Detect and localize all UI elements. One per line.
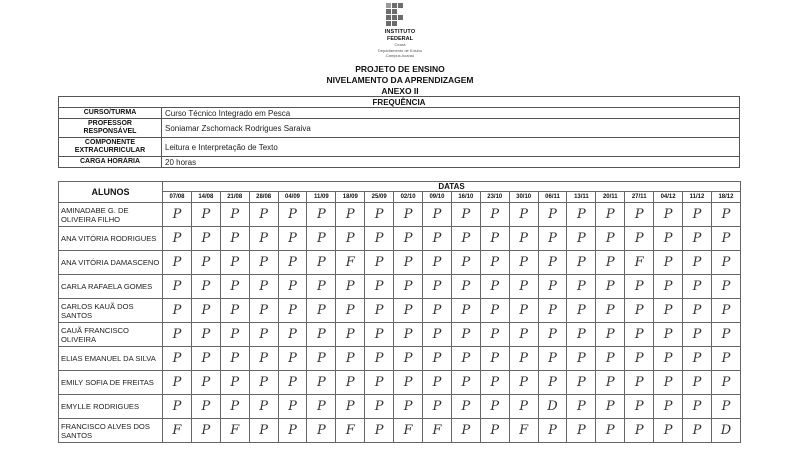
- attendance-mark: P: [365, 275, 394, 299]
- student-row: [59, 395, 741, 419]
- attendance-mark: P: [711, 347, 740, 371]
- student-name: FRANCISCO ALVES DOS SANTOS: [59, 419, 163, 443]
- student-row: [59, 371, 741, 395]
- attendance-mark: P: [278, 299, 307, 323]
- institution-name-line2: FEDERAL: [387, 36, 413, 42]
- attendance-mark: P: [538, 203, 567, 227]
- attendance-mark: D: [538, 395, 567, 419]
- student-name: ANA VITÓRIA DAMASCENO: [59, 251, 163, 275]
- date-header: 13/11: [567, 192, 596, 203]
- attendance-mark: P: [567, 275, 596, 299]
- attendance-mark: P: [365, 419, 394, 443]
- attendance-mark: P: [249, 395, 278, 419]
- attendance-mark: P: [191, 227, 220, 251]
- attendance-mark: P: [711, 275, 740, 299]
- attendance-mark: P: [336, 395, 365, 419]
- attendance-mark: P: [307, 203, 336, 227]
- attendance-mark: P: [654, 395, 683, 419]
- attendance-mark: P: [711, 251, 740, 275]
- attendance-mark: F: [163, 419, 192, 443]
- attendance-mark: P: [365, 371, 394, 395]
- attendance-mark: P: [654, 251, 683, 275]
- attendance-mark: P: [220, 251, 249, 275]
- date-header: 04/09: [278, 192, 307, 203]
- date-header: 11/12: [683, 192, 712, 203]
- student-name: AMINADABE G. DE OLIVEIRA FILHO: [59, 203, 163, 227]
- attendance-mark: F: [509, 419, 538, 443]
- attendance-mark: P: [451, 251, 480, 275]
- attendance-mark: F: [336, 251, 365, 275]
- attendance-mark: P: [307, 251, 336, 275]
- attendance-mark: P: [191, 395, 220, 419]
- attendance-mark: F: [220, 419, 249, 443]
- date-header: 30/10: [509, 192, 538, 203]
- attendance-mark: P: [278, 227, 307, 251]
- attendance-mark: P: [394, 323, 423, 347]
- attendance-mark: P: [394, 275, 423, 299]
- attendance-mark: P: [365, 251, 394, 275]
- attendance-mark: P: [480, 299, 509, 323]
- attendance-mark: P: [423, 203, 452, 227]
- attendance-mark: P: [163, 251, 192, 275]
- attendance-mark: P: [394, 227, 423, 251]
- attendance-mark: P: [711, 203, 740, 227]
- attendance-mark: P: [191, 371, 220, 395]
- institution-logo: [386, 3, 410, 29]
- attendance-mark: P: [480, 347, 509, 371]
- attendance-mark: P: [567, 323, 596, 347]
- curso-label: CURSO/TURMA: [59, 108, 162, 119]
- institution-name-line1: INSTITUTO: [384, 29, 416, 35]
- attendance-mark: P: [220, 347, 249, 371]
- attendance-mark: P: [509, 227, 538, 251]
- dates-header: DATAS: [163, 182, 741, 192]
- attendance-mark: P: [220, 203, 249, 227]
- attendance-mark: P: [191, 275, 220, 299]
- attendance-mark: P: [394, 203, 423, 227]
- date-header: 14/08: [191, 192, 220, 203]
- attendance-mark: P: [451, 323, 480, 347]
- attendance-mark: P: [451, 419, 480, 443]
- attendance-mark: P: [654, 203, 683, 227]
- attendance-mark: P: [307, 323, 336, 347]
- attendance-mark: P: [683, 395, 712, 419]
- doc-title-line3: ANEXO II: [381, 86, 419, 96]
- attendance-mark: P: [278, 323, 307, 347]
- attendance-mark: P: [538, 275, 567, 299]
- attendance-mark: P: [683, 371, 712, 395]
- attendance-mark: P: [249, 203, 278, 227]
- attendance-mark: P: [683, 251, 712, 275]
- doc-title-line2: NIVELAMENTO DA APRENDIZAGEM: [326, 75, 474, 85]
- date-header: 07/08: [163, 192, 192, 203]
- attendance-mark: P: [596, 203, 625, 227]
- attendance-mark: P: [538, 347, 567, 371]
- date-header: 04/12: [654, 192, 683, 203]
- attendance-mark: P: [163, 395, 192, 419]
- attendance-mark: P: [683, 275, 712, 299]
- attendance-mark: P: [509, 347, 538, 371]
- attendance-mark: P: [567, 299, 596, 323]
- attendance-mark: P: [538, 251, 567, 275]
- attendance-mark: P: [307, 347, 336, 371]
- attendance-mark: P: [191, 251, 220, 275]
- attendance-mark: P: [567, 395, 596, 419]
- attendance-mark: P: [596, 371, 625, 395]
- carga-label: CARGA HORÁRIA: [59, 157, 162, 168]
- attendance-mark: P: [307, 395, 336, 419]
- institution-department: Departamento de Ensino: [377, 48, 423, 53]
- attendance-mark: P: [654, 347, 683, 371]
- attendance-mark: P: [625, 347, 654, 371]
- attendance-mark: P: [654, 299, 683, 323]
- attendance-mark: P: [278, 275, 307, 299]
- attendance-mark: P: [307, 371, 336, 395]
- attendance-mark: P: [683, 347, 712, 371]
- attendance-mark: P: [249, 347, 278, 371]
- attendance-mark: P: [480, 227, 509, 251]
- attendance-mark: P: [249, 251, 278, 275]
- attendance-mark: P: [220, 395, 249, 419]
- attendance-mark: P: [451, 347, 480, 371]
- student-name: CARLA RAFAELA GOMES: [59, 275, 163, 299]
- attendance-mark: P: [654, 275, 683, 299]
- attendance-mark: P: [191, 347, 220, 371]
- attendance-mark: P: [509, 395, 538, 419]
- attendance-mark: P: [480, 203, 509, 227]
- attendance-mark: P: [278, 347, 307, 371]
- attendance-mark: P: [480, 371, 509, 395]
- attendance-mark: P: [596, 251, 625, 275]
- attendance-mark: P: [654, 227, 683, 251]
- attendance-mark: P: [220, 275, 249, 299]
- attendance-mark: P: [163, 299, 192, 323]
- attendance-mark: P: [451, 227, 480, 251]
- attendance-mark: P: [567, 419, 596, 443]
- attendance-mark: P: [394, 299, 423, 323]
- attendance-mark: P: [538, 227, 567, 251]
- attendance-mark: P: [480, 395, 509, 419]
- attendance-mark: P: [567, 371, 596, 395]
- attendance-mark: P: [596, 395, 625, 419]
- attendance-mark: P: [365, 227, 394, 251]
- date-header: 18/09: [336, 192, 365, 203]
- attendance-mark: P: [365, 299, 394, 323]
- attendance-mark: P: [278, 251, 307, 275]
- date-header: 27/11: [625, 192, 654, 203]
- attendance-mark: P: [480, 419, 509, 443]
- attendance-mark: P: [336, 323, 365, 347]
- attendance-mark: P: [394, 371, 423, 395]
- attendance-mark: P: [220, 227, 249, 251]
- attendance-mark: P: [683, 227, 712, 251]
- attendance-mark: P: [191, 203, 220, 227]
- attendance-mark: P: [711, 299, 740, 323]
- attendance-mark: P: [423, 323, 452, 347]
- student-name: CARLOS KAUÃ DOS SANTOS: [59, 299, 163, 323]
- attendance-mark: P: [163, 371, 192, 395]
- attendance-mark: P: [567, 227, 596, 251]
- attendance-mark: P: [509, 251, 538, 275]
- attendance-mark: P: [191, 419, 220, 443]
- attendance-mark: P: [654, 371, 683, 395]
- student-name: CAUÃ FRANCISCO OLIVEIRA: [59, 323, 163, 347]
- attendance-mark: P: [509, 275, 538, 299]
- attendance-mark: P: [596, 323, 625, 347]
- attendance-mark: P: [249, 371, 278, 395]
- attendance-mark: P: [336, 275, 365, 299]
- attendance-mark: P: [423, 299, 452, 323]
- attendance-table: [58, 181, 741, 443]
- attendance-mark: P: [567, 203, 596, 227]
- attendance-mark: P: [423, 275, 452, 299]
- attendance-mark: P: [625, 419, 654, 443]
- attendance-mark: P: [625, 371, 654, 395]
- attendance-mark: P: [163, 203, 192, 227]
- attendance-mark: P: [423, 251, 452, 275]
- attendance-mark: P: [683, 419, 712, 443]
- attendance-mark: P: [220, 371, 249, 395]
- attendance-mark: P: [191, 323, 220, 347]
- attendance-mark: P: [423, 227, 452, 251]
- attendance-mark: P: [307, 299, 336, 323]
- attendance-mark: P: [625, 323, 654, 347]
- attendance-mark: P: [596, 299, 625, 323]
- date-header: 02/10: [394, 192, 423, 203]
- attendance-mark: P: [480, 251, 509, 275]
- attendance-mark: P: [163, 227, 192, 251]
- attendance-mark: F: [394, 419, 423, 443]
- attendance-mark: P: [567, 251, 596, 275]
- attendance-mark: P: [538, 371, 567, 395]
- attendance-mark: P: [683, 299, 712, 323]
- attendance-mark: P: [451, 395, 480, 419]
- attendance-mark: P: [625, 203, 654, 227]
- date-header: 09/10: [423, 192, 452, 203]
- attendance-mark: P: [249, 299, 278, 323]
- attendance-mark: P: [163, 323, 192, 347]
- attendance-mark: P: [249, 227, 278, 251]
- student-name: EMYLLE RODRIGUES: [59, 395, 163, 419]
- attendance-mark: P: [365, 347, 394, 371]
- attendance-mark: P: [423, 347, 452, 371]
- attendance-mark: P: [451, 203, 480, 227]
- attendance-mark: P: [625, 299, 654, 323]
- attendance-mark: P: [163, 275, 192, 299]
- componente-label: COMPONENTE EXTRACURRICULAR: [59, 138, 162, 157]
- doc-title-line1: PROJETO DE ENSINO: [355, 64, 445, 74]
- attendance-mark: P: [625, 395, 654, 419]
- attendance-mark: P: [596, 227, 625, 251]
- date-header: 06/11: [538, 192, 567, 203]
- section-title: FREQUÊNCIA: [59, 97, 740, 108]
- attendance-mark: P: [654, 323, 683, 347]
- attendance-mark: P: [625, 227, 654, 251]
- date-header: 18/12: [711, 192, 740, 203]
- student-row: [59, 347, 741, 371]
- info-table: [58, 96, 740, 168]
- date-header: 20/11: [596, 192, 625, 203]
- students-header: ALUNOS: [59, 182, 163, 203]
- attendance-mark: P: [451, 371, 480, 395]
- attendance-mark: P: [711, 371, 740, 395]
- institution-state: Ceará: [394, 42, 406, 47]
- attendance-mark: P: [711, 395, 740, 419]
- attendance-mark: P: [509, 323, 538, 347]
- attendance-mark: P: [423, 371, 452, 395]
- attendance-mark: F: [423, 419, 452, 443]
- attendance-mark: P: [538, 323, 567, 347]
- attendance-mark: P: [220, 299, 249, 323]
- student-name: ANA VITÓRIA RODRIGUES: [59, 227, 163, 251]
- student-row: [59, 275, 741, 299]
- date-header: 23/10: [480, 192, 509, 203]
- date-header: 16/10: [451, 192, 480, 203]
- attendance-mark: P: [509, 203, 538, 227]
- attendance-mark: P: [307, 419, 336, 443]
- student-row: [59, 251, 741, 275]
- attendance-mark: P: [654, 419, 683, 443]
- attendance-mark: P: [191, 299, 220, 323]
- attendance-mark: P: [683, 323, 712, 347]
- student-row: [59, 203, 741, 227]
- attendance-mark: P: [394, 395, 423, 419]
- attendance-mark: P: [480, 323, 509, 347]
- date-header: 28/08: [249, 192, 278, 203]
- attendance-mark: F: [336, 419, 365, 443]
- attendance-mark: P: [625, 275, 654, 299]
- carga-value: 20 horas: [162, 157, 740, 168]
- attendance-mark: P: [711, 323, 740, 347]
- attendance-mark: P: [249, 275, 278, 299]
- attendance-mark: P: [336, 347, 365, 371]
- student-row: [59, 323, 741, 347]
- attendance-mark: P: [596, 419, 625, 443]
- attendance-mark: P: [336, 371, 365, 395]
- attendance-mark: P: [683, 203, 712, 227]
- attendance-mark: P: [336, 299, 365, 323]
- attendance-mark: P: [365, 395, 394, 419]
- attendance-mark: P: [451, 275, 480, 299]
- student-name: EMILY SOFIA DE FREITAS: [59, 371, 163, 395]
- attendance-mark: P: [480, 275, 509, 299]
- attendance-mark: P: [365, 323, 394, 347]
- attendance-mark: P: [509, 371, 538, 395]
- attendance-mark: P: [163, 347, 192, 371]
- attendance-mark: P: [336, 203, 365, 227]
- student-row: [59, 227, 741, 251]
- attendance-mark: P: [711, 227, 740, 251]
- attendance-mark: P: [278, 395, 307, 419]
- attendance-mark: P: [538, 419, 567, 443]
- attendance-mark: P: [278, 419, 307, 443]
- attendance-mark: P: [451, 299, 480, 323]
- curso-value: Curso Técnico Integrado em Pesca: [162, 108, 740, 119]
- attendance-mark: P: [307, 275, 336, 299]
- professor-label: PROFESSOR RESPONSÁVEL: [59, 119, 162, 138]
- attendance-mark: P: [596, 275, 625, 299]
- attendance-mark: P: [509, 299, 538, 323]
- attendance-mark: P: [278, 203, 307, 227]
- institution-campus: Campus Acaraú: [385, 53, 415, 58]
- student-row: [59, 419, 741, 443]
- attendance-mark: D: [711, 419, 740, 443]
- professor-value: Soniamar Zschornack Rodrigues Saraiva: [162, 119, 740, 138]
- attendance-mark: P: [249, 323, 278, 347]
- attendance-mark: P: [336, 227, 365, 251]
- date-header: 11/09: [307, 192, 336, 203]
- attendance-mark: P: [538, 299, 567, 323]
- attendance-mark: P: [249, 419, 278, 443]
- student-row: [59, 299, 741, 323]
- attendance-mark: P: [423, 395, 452, 419]
- date-header: 21/08: [220, 192, 249, 203]
- attendance-mark: F: [625, 251, 654, 275]
- attendance-mark: P: [567, 347, 596, 371]
- attendance-mark: P: [220, 323, 249, 347]
- attendance-mark: P: [394, 251, 423, 275]
- attendance-mark: P: [596, 347, 625, 371]
- student-name: ELIAS EMANUEL DA SILVA: [59, 347, 163, 371]
- attendance-mark: P: [307, 227, 336, 251]
- attendance-mark: P: [278, 371, 307, 395]
- attendance-mark: P: [394, 347, 423, 371]
- componente-value: Leitura e Interpretação de Texto: [162, 138, 740, 157]
- date-header: 25/09: [365, 192, 394, 203]
- attendance-mark: P: [365, 203, 394, 227]
